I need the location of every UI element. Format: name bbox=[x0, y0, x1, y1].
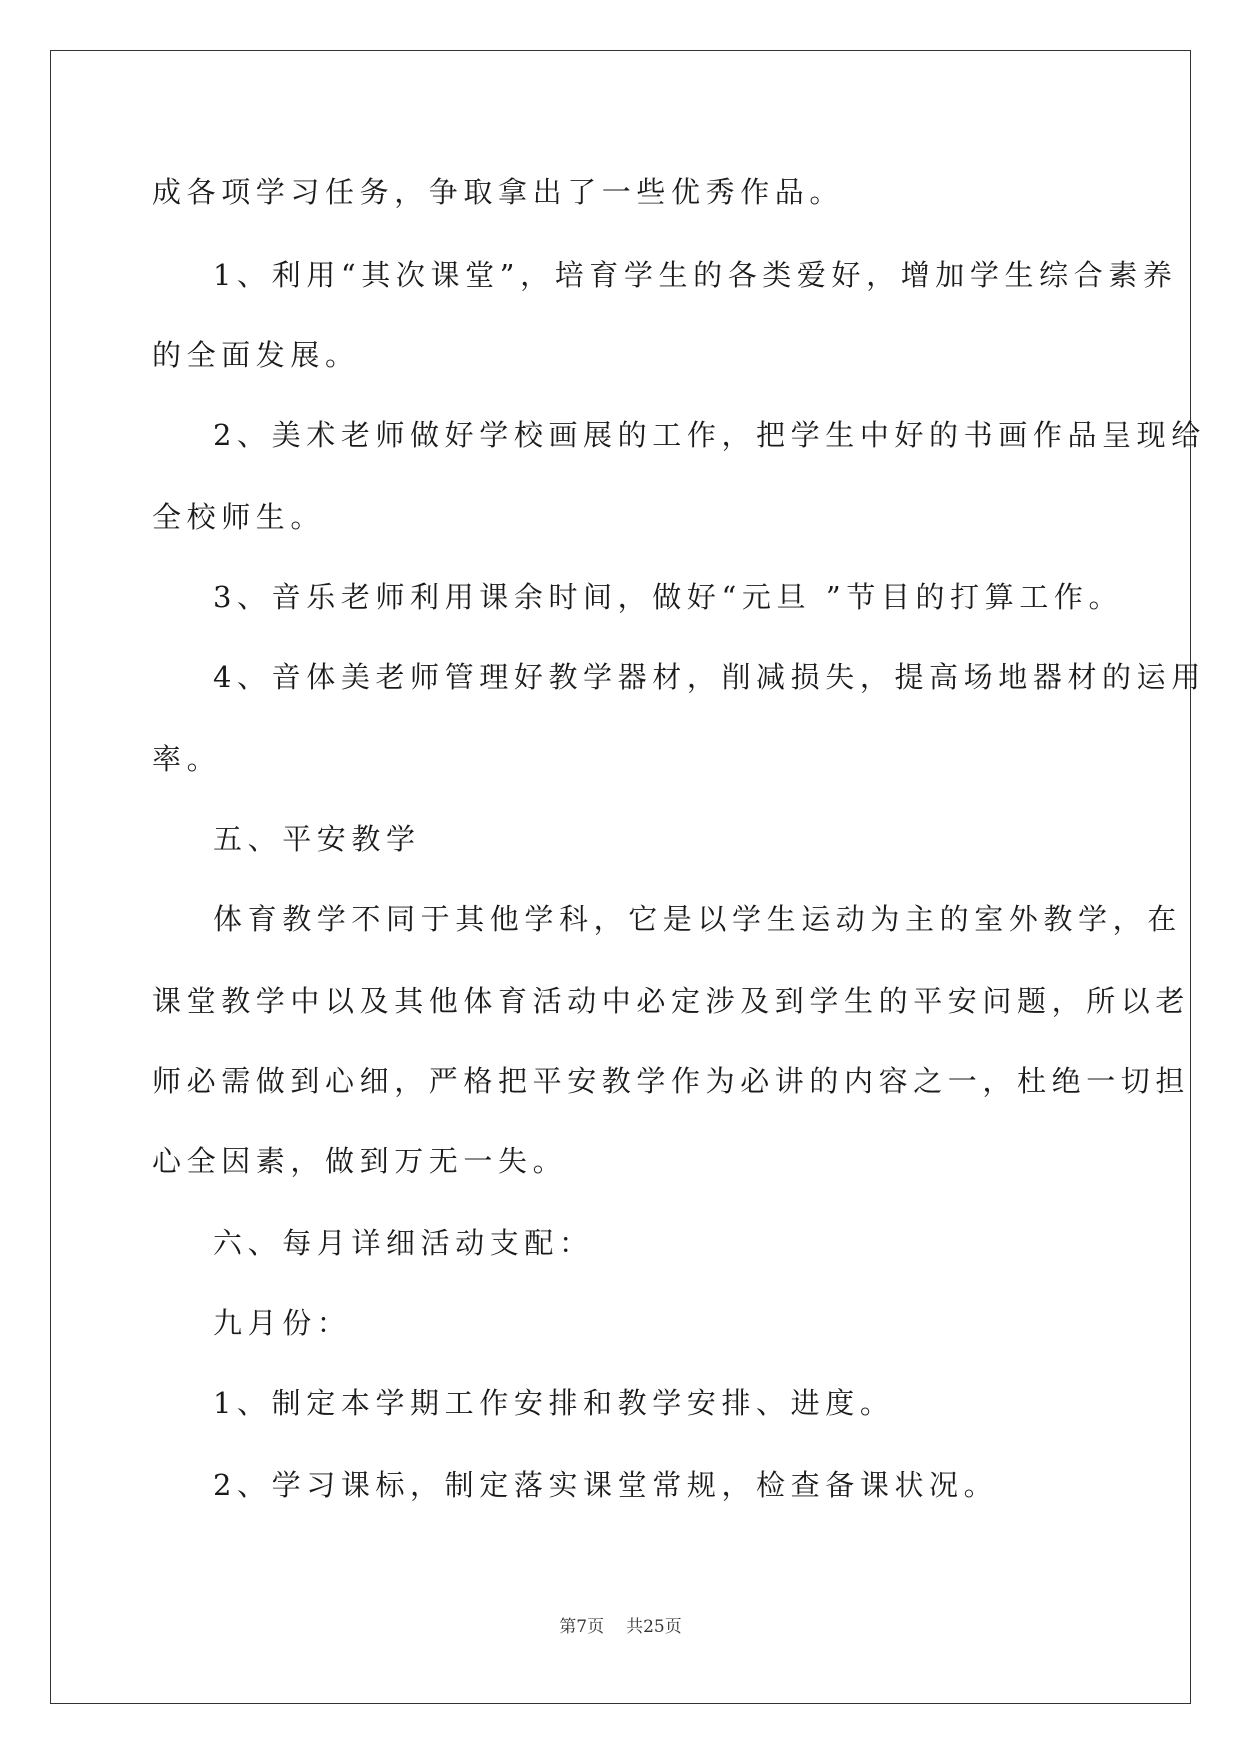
text-line: 1、制定本学期工作安排和教学安排、进度。 bbox=[213, 1386, 895, 1420]
text-line: 4、音体美老师管理好教学器材，削减损失，提高场地器材的运用 bbox=[213, 660, 1206, 694]
month-heading: 九月份： bbox=[213, 1306, 352, 1340]
text-line: 师必需做到心细，严格把平安教学作为必讲的内容之一，杜绝一切担 bbox=[152, 1064, 1191, 1098]
page-border bbox=[50, 50, 1191, 1704]
text-line: 成各项学习任务，争取拿出了一些优秀作品。 bbox=[152, 175, 845, 209]
page-footer bbox=[0, 1612, 1241, 1637]
text-line: 2、美术老师做好学校画展的工作，把学生中好的书画作品呈现给 bbox=[213, 418, 1206, 452]
text-line: 课堂教学中以及其他体育活动中必定涉及到学生的平安问题，所以老 bbox=[152, 984, 1191, 1018]
text-line: 3、音乐老师利用课余时间，做好“元旦 ”节目的打算工作。 bbox=[213, 580, 1124, 614]
text-line: 1、利用“其次课堂”，培育学生的各类爱好，增加学生综合素养 bbox=[213, 258, 1178, 292]
total-page-count: 共25页 bbox=[626, 1617, 682, 1637]
current-page-number: 第7页 bbox=[559, 1617, 605, 1637]
text-line: 心全因素，做到万无一失。 bbox=[152, 1144, 568, 1178]
section-heading: 五、平安教学 bbox=[213, 822, 421, 856]
text-line: 的全面发展。 bbox=[152, 338, 360, 372]
text-line: 全校师生。 bbox=[152, 500, 326, 534]
text-line: 2、学习课标，制定落实课堂常规，检查备课状况。 bbox=[213, 1468, 999, 1502]
text-line: 体育教学不同于其他学科，它是以学生运动为主的室外教学，在 bbox=[213, 902, 1182, 936]
text-line: 率。 bbox=[152, 742, 222, 776]
section-heading: 六、每月详细活动支配： bbox=[213, 1226, 594, 1260]
